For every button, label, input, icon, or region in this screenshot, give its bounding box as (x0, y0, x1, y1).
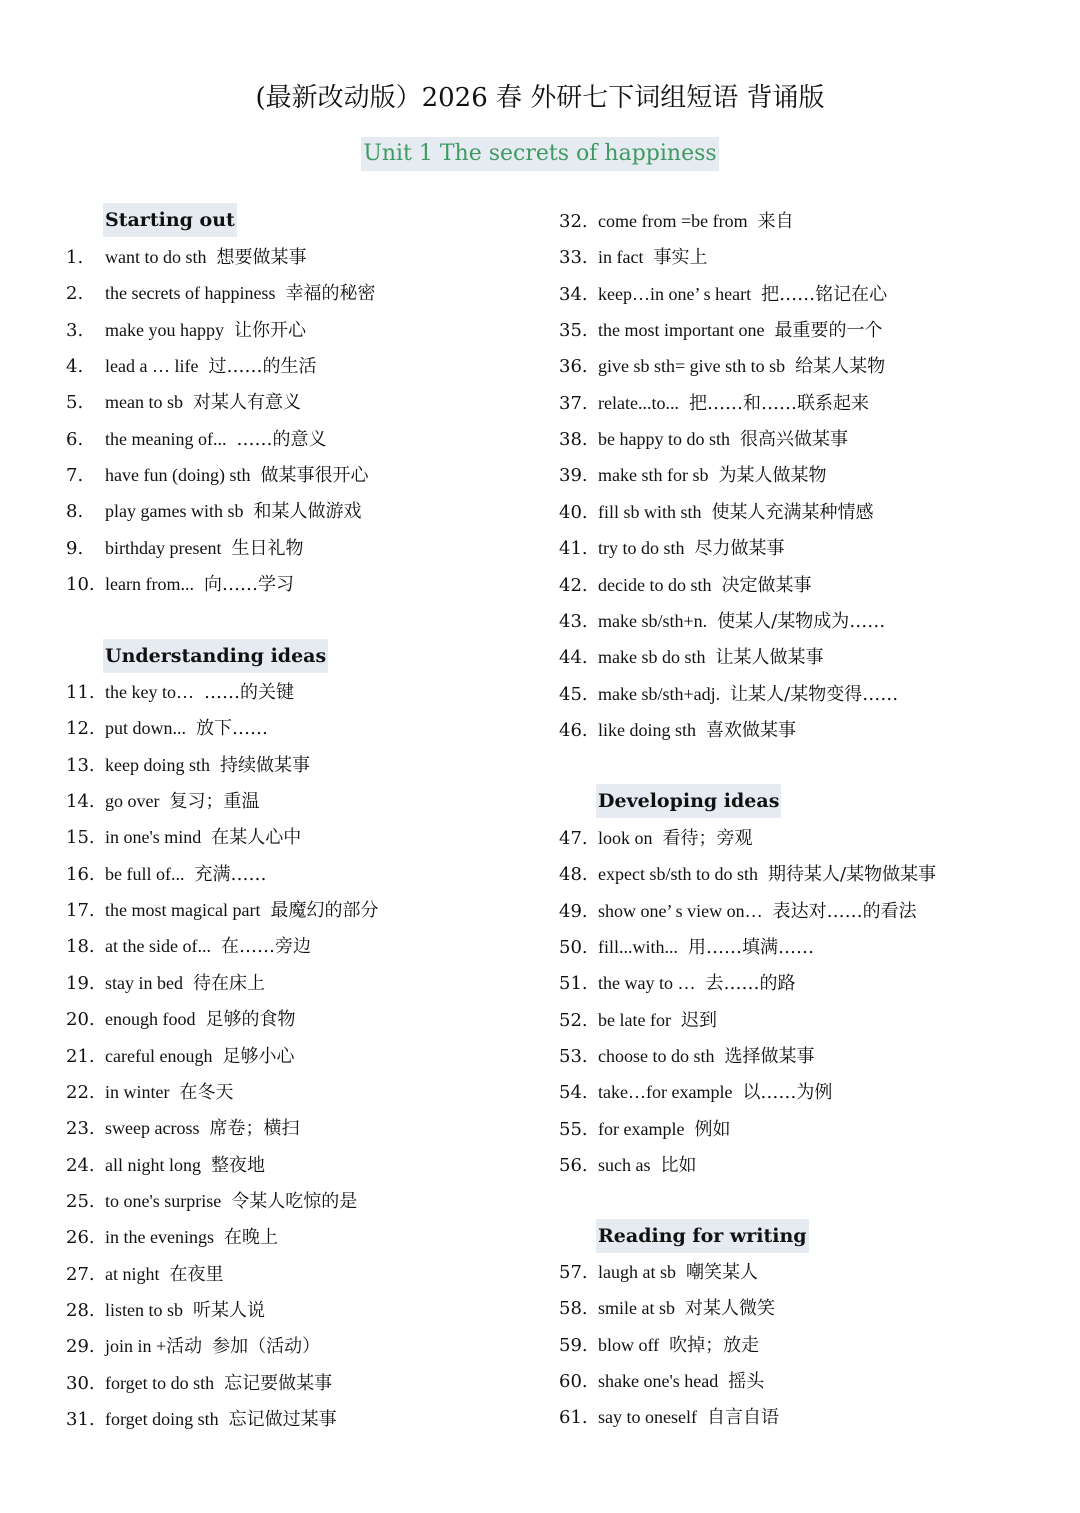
phrase-english: come from =be from (598, 211, 748, 231)
phrase-english: blow off (598, 1334, 660, 1355)
phrase-chinese: 来自 (757, 211, 794, 232)
phrase-english: the way to … (598, 973, 696, 994)
phrase-chinese: 例如 (694, 1118, 731, 1140)
phrase-english: sweep across (105, 1118, 200, 1139)
phrase-number: 38. (559, 429, 588, 451)
phrase-number: 3. (66, 319, 84, 341)
phrase-english: the most important one (598, 320, 765, 341)
phrase-english: join in +活动 (105, 1336, 203, 1357)
phrase-chinese: 过……的生活 (208, 356, 317, 378)
phrase-number: 2. (66, 283, 84, 305)
phrase-number: 5. (66, 392, 84, 414)
phrase-number: 43. (559, 610, 588, 632)
page-title: (最新改动版）2026 春 外研七下词组短语 背诵版 (255, 83, 825, 113)
phrase-item (559, 280, 887, 309)
phrase-item (559, 243, 707, 272)
phrase-item (66, 316, 306, 345)
phrase-english: listen to sb (105, 1299, 184, 1320)
phrase-chinese: 在某人心中 (211, 827, 302, 849)
phrase-item (559, 352, 885, 381)
phrase-english: keep doing sth (105, 754, 210, 775)
phrase-number: 24. (66, 1154, 95, 1176)
phrase-number: 58. (559, 1298, 588, 1320)
phrase-chinese: 吹掉；放走 (669, 1334, 760, 1356)
phrase-number: 55. (559, 1118, 588, 1140)
phrase-item (559, 207, 794, 236)
phrase-chinese: 听某人说 (193, 1299, 266, 1321)
phrase-number: 27. (66, 1263, 95, 1285)
phrase-english: the secrets of happiness (105, 283, 276, 304)
section-heading-reading-for-writing: Reading for writing (596, 1219, 809, 1253)
phrase-english: forget doing sth (105, 1409, 219, 1429)
phrase-chinese: 把……铭记在心 (761, 283, 888, 305)
phrase-chinese: 事实上 (653, 247, 708, 269)
section-heading-starting-out: Starting out (103, 203, 237, 237)
phrase-item (559, 860, 936, 889)
phrase-english: expect sb/sth to do sth (598, 864, 758, 885)
phrase-english: fill sb with sth (598, 501, 702, 522)
phrase-number: 23. (66, 1118, 95, 1140)
phrase-number: 52. (559, 1009, 588, 1031)
phrase-item (559, 316, 882, 345)
phrase-english: go over (105, 791, 160, 812)
phrase-chinese: 把……和……联系起来 (688, 392, 869, 414)
phrase-english: make you happy (105, 319, 224, 340)
phrase-number: 46. (559, 719, 588, 741)
phrase-item (66, 678, 294, 707)
unit-title-wrap (0, 137, 1080, 171)
phrase-english: show one’ s view on… (598, 900, 763, 921)
phrase-number: 56. (559, 1155, 588, 1177)
phrase-english: the key to… (105, 682, 194, 702)
phrase-item (66, 1005, 295, 1034)
phrase-item (559, 1403, 779, 1432)
phrase-english: smile at sb (598, 1298, 675, 1319)
phrase-chinese: 令某人吃惊的是 (231, 1190, 358, 1212)
phrase-english: learn from... (105, 574, 194, 595)
phrase-english: choose to do sth (598, 1046, 715, 1067)
phrase-chinese: 足够小心 (222, 1045, 295, 1067)
phrase-number: 53. (559, 1046, 588, 1068)
phrase-item (559, 1294, 775, 1323)
phrase-item (559, 716, 796, 745)
phrase-number: 32. (559, 211, 588, 232)
phrase-item (66, 497, 361, 526)
phrase-item (66, 1042, 294, 1071)
phrase-item (559, 824, 753, 853)
phrase-english: like doing sth (598, 719, 696, 740)
phrase-english: give sb sth= give sth to sb (598, 356, 786, 377)
phrase-english: in one's mind (105, 827, 202, 848)
phrase-item (559, 534, 785, 563)
phrase-number: 59. (559, 1334, 588, 1356)
phrase-chinese: 做某事很开心 (260, 465, 369, 487)
phrase-number: 36. (559, 356, 588, 378)
phrase-english: take…for example (598, 1082, 733, 1103)
phrase-chinese: 对某人微笑 (685, 1298, 775, 1320)
phrase-chinese: 最重要的一个 (774, 320, 883, 342)
phrase-chinese: 嘲笑某人 (686, 1262, 758, 1283)
phrase-number: 40. (559, 501, 588, 523)
phrase-item (66, 1296, 265, 1325)
phrase-chinese: 让某人做某事 (715, 647, 824, 669)
phrase-item (66, 388, 301, 417)
phrase-chinese: 整夜地 (211, 1154, 265, 1176)
phrase-item (559, 897, 917, 926)
phrase-item (66, 932, 311, 961)
phrase-number: 6. (66, 428, 84, 450)
phrase-english: enough food (105, 1009, 196, 1030)
phrase-chinese: 使某人/某物成为…… (717, 610, 886, 632)
phrase-item (66, 787, 259, 816)
phrase-number: 49. (559, 900, 588, 922)
phrase-item (66, 570, 294, 599)
phrase-chinese: 和某人做游戏 (253, 501, 362, 523)
phrase-chinese: 足够的食物 (205, 1009, 296, 1031)
phrase-number: 42. (559, 574, 588, 596)
phrase-chinese: 向……学习 (203, 574, 294, 596)
phrase-english: make sth for sb (598, 465, 709, 486)
phrase-english: make sb do sth (598, 647, 706, 668)
phrase-chinese: 用……填满…… (688, 937, 814, 959)
phrase-item (66, 1369, 332, 1398)
phrase-chinese: 在夜里 (169, 1263, 224, 1285)
phrase-chinese: 充满…… (194, 863, 267, 885)
phrase-item (559, 680, 898, 709)
phrase-number: 7. (66, 465, 84, 487)
phrase-item (66, 425, 326, 454)
phrase-english: make sb/sth+adj. (598, 683, 721, 704)
phrase-chinese: 在晚上 (223, 1227, 278, 1249)
phrase-number: 25. (66, 1190, 95, 1212)
phrase-number: 41. (559, 538, 588, 560)
phrase-chinese: 持续做某事 (220, 754, 310, 776)
phrase-item (66, 1078, 234, 1107)
phrase-english: forget to do sth (105, 1372, 215, 1393)
phrase-number: 1. (66, 247, 84, 268)
phrase-english: decide to do sth (598, 574, 712, 595)
phrase-number: 10. (66, 574, 95, 596)
phrase-number: 47. (559, 828, 588, 849)
phrase-item (66, 1151, 265, 1180)
phrase-chinese: 喜欢做某事 (706, 719, 796, 741)
phrase-item (559, 425, 848, 454)
phrase-chinese: 选择做某事 (724, 1046, 815, 1068)
phrase-item (559, 1367, 764, 1396)
phrase-english: at night (105, 1263, 160, 1284)
phrase-number: 48. (559, 864, 588, 886)
phrase-chinese: 决定做某事 (721, 574, 812, 596)
phrase-number: 34. (559, 283, 588, 305)
phrase-english: put down... (105, 718, 186, 739)
phrase-english: stay in bed (105, 972, 183, 993)
phrase-number: 33. (559, 247, 588, 269)
phrase-number: 29. (66, 1336, 95, 1358)
phrase-number: 19. (66, 972, 95, 994)
phrase-chinese: 很高兴做某事 (740, 429, 848, 451)
phrase-item (66, 352, 316, 381)
phrase-english: for example (598, 1118, 685, 1139)
phrase-english: look on (598, 828, 653, 848)
phrase-english: in the evenings (105, 1227, 214, 1248)
phrase-english: fill...with... (598, 937, 678, 958)
phrase-chinese: 给某人某物 (795, 356, 886, 378)
phrase-english: birthday present (105, 537, 222, 558)
phrase-number: 61. (559, 1407, 588, 1429)
phrase-item (66, 860, 266, 889)
phrase-english: in fact (598, 247, 644, 268)
phrase-english: be late for (598, 1009, 671, 1030)
phrase-english: say to oneself (598, 1407, 697, 1428)
phrase-chinese: 自言自语 (706, 1407, 779, 1429)
phrase-item (66, 243, 307, 272)
phrase-item (559, 643, 824, 672)
phrase-english: at the side of... (105, 936, 211, 957)
phrase-chinese: 以……为例 (742, 1082, 833, 1104)
phrase-chinese: 忘记要做某事 (224, 1372, 333, 1394)
phrase-chinese: 让你开心 (233, 319, 306, 341)
phrase-number: 4. (66, 356, 84, 378)
phrase-item (559, 1331, 759, 1360)
phrase-english: in winter (105, 1081, 170, 1102)
phrase-number: 39. (559, 465, 588, 487)
phrase-chinese: 在……旁边 (220, 936, 311, 958)
phrase-item (559, 461, 826, 490)
phrase-item (559, 1151, 697, 1180)
phrase-chinese: 复习；重温 (169, 791, 260, 813)
phrase-number: 18. (66, 936, 95, 958)
section-heading-developing-ideas: Developing ideas (596, 784, 781, 818)
phrase-number: 35. (559, 320, 588, 342)
phrase-item (66, 1260, 224, 1289)
phrase-chinese: ……的意义 (236, 428, 327, 450)
phrase-chinese: 在冬天 (179, 1081, 234, 1103)
phrase-item (559, 571, 811, 600)
phrase-item (66, 1405, 337, 1434)
phrase-number: 9. (66, 537, 84, 559)
phrase-chinese: 迟到 (680, 1009, 717, 1031)
phrase-chinese: 摇头 (728, 1371, 765, 1393)
phrase-english: laugh at sb (598, 1262, 676, 1282)
phrase-item (559, 498, 874, 527)
phrase-item (66, 896, 378, 925)
phrase-number: 16. (66, 863, 95, 885)
phrase-item (66, 1114, 299, 1143)
phrase-item (66, 1332, 320, 1361)
phrase-english: keep…in one’ s heart (598, 283, 752, 304)
phrase-item (559, 1042, 815, 1071)
phrase-number: 31. (66, 1409, 95, 1430)
phrase-chinese: 去……的路 (705, 973, 796, 995)
phrase-english: mean to sb (105, 392, 183, 413)
phrase-number: 11. (66, 682, 95, 703)
unit-title: Unit 1 The secrets of happiness (361, 137, 718, 171)
phrase-chinese: 尽力做某事 (694, 538, 785, 560)
phrase-item (559, 1078, 832, 1107)
phrase-chinese: 看待；旁观 (662, 828, 753, 849)
phrase-chinese: 参加（活动） (212, 1336, 321, 1358)
phrase-english: shake one's head (598, 1371, 719, 1392)
phrase-chinese: 想要做某事 (216, 247, 307, 268)
phrase-item (559, 1258, 758, 1287)
phrase-chinese: 表达对……的看法 (772, 900, 917, 922)
phrase-english: be full of... (105, 863, 185, 884)
phrase-english: make sb/sth+n. (598, 610, 708, 631)
phrase-chinese: 幸福的秘密 (285, 283, 376, 305)
phrase-english: relate...to... (598, 392, 679, 413)
phrase-chinese: 让某人/某物变得…… (730, 683, 899, 705)
phrase-number: 57. (559, 1262, 588, 1283)
phrase-chinese: 期待某人/某物做某事 (768, 864, 937, 886)
phrase-item (66, 969, 265, 998)
phrase-english: all night long (105, 1154, 201, 1175)
phrase-number: 60. (559, 1371, 588, 1393)
phrase-english: have fun (doing) sth (105, 465, 251, 486)
phrase-chinese: 待在床上 (193, 972, 265, 994)
phrase-item (66, 534, 303, 563)
phrase-number: 12. (66, 718, 95, 740)
phrase-item (559, 969, 795, 998)
phrase-item (559, 1006, 717, 1035)
phrase-number: 51. (559, 973, 588, 995)
phrase-chinese: 生日礼物 (231, 537, 304, 559)
phrase-item (66, 823, 301, 852)
phrase-english: careful enough (105, 1045, 213, 1066)
phrase-number: 26. (66, 1227, 95, 1249)
phrase-item (66, 461, 368, 490)
phrase-chinese: 最魔幻的部分 (270, 900, 379, 922)
phrase-english: lead a … life (105, 356, 199, 377)
phrase-english: such as (598, 1155, 651, 1176)
phrase-number: 21. (66, 1045, 95, 1067)
phrase-item (66, 714, 268, 743)
phrase-english: be happy to do sth (598, 429, 730, 450)
section-heading-understanding-ideas: Understanding ideas (103, 639, 328, 673)
phrase-chinese: 席卷；横扫 (209, 1118, 300, 1140)
phrase-chinese: 对某人有意义 (193, 392, 301, 414)
phrase-chinese: 使某人充满某种情感 (711, 501, 874, 523)
phrase-number: 22. (66, 1081, 95, 1103)
phrase-item (559, 607, 885, 636)
phrase-chinese: ……的关键 (203, 682, 294, 703)
phrase-item (66, 279, 375, 308)
phrase-chinese: 为某人做某物 (718, 465, 827, 487)
phrase-number: 44. (559, 647, 588, 669)
phrase-english: to one's surprise (105, 1190, 222, 1211)
phrase-english: play games with sb (105, 501, 244, 522)
phrase-number: 54. (559, 1082, 588, 1104)
phrase-number: 45. (559, 683, 588, 705)
phrase-item (66, 751, 310, 780)
phrase-item (66, 1187, 357, 1216)
phrase-english: the most magical part (105, 900, 261, 921)
phrase-item (559, 389, 869, 418)
phrase-item (559, 1115, 730, 1144)
phrase-number: 15. (66, 827, 95, 849)
phrase-number: 30. (66, 1372, 95, 1394)
phrase-chinese: 比如 (660, 1155, 697, 1177)
phrase-english: the meaning of... (105, 428, 227, 449)
phrase-chinese: 放下…… (196, 718, 268, 740)
phrase-number: 14. (66, 791, 95, 813)
phrase-number: 8. (66, 501, 84, 523)
phrase-chinese: 忘记做过某事 (228, 1409, 337, 1430)
phrase-english: want to do sth (105, 247, 207, 267)
phrase-item (559, 933, 814, 962)
phrase-item (66, 1223, 278, 1252)
phrase-number: 50. (559, 937, 588, 959)
phrase-number: 37. (559, 392, 588, 414)
phrase-number: 28. (66, 1299, 95, 1321)
phrase-english: try to do sth (598, 538, 685, 559)
phrase-number: 13. (66, 754, 95, 776)
phrase-number: 17. (66, 900, 95, 922)
phrase-number: 20. (66, 1009, 95, 1031)
